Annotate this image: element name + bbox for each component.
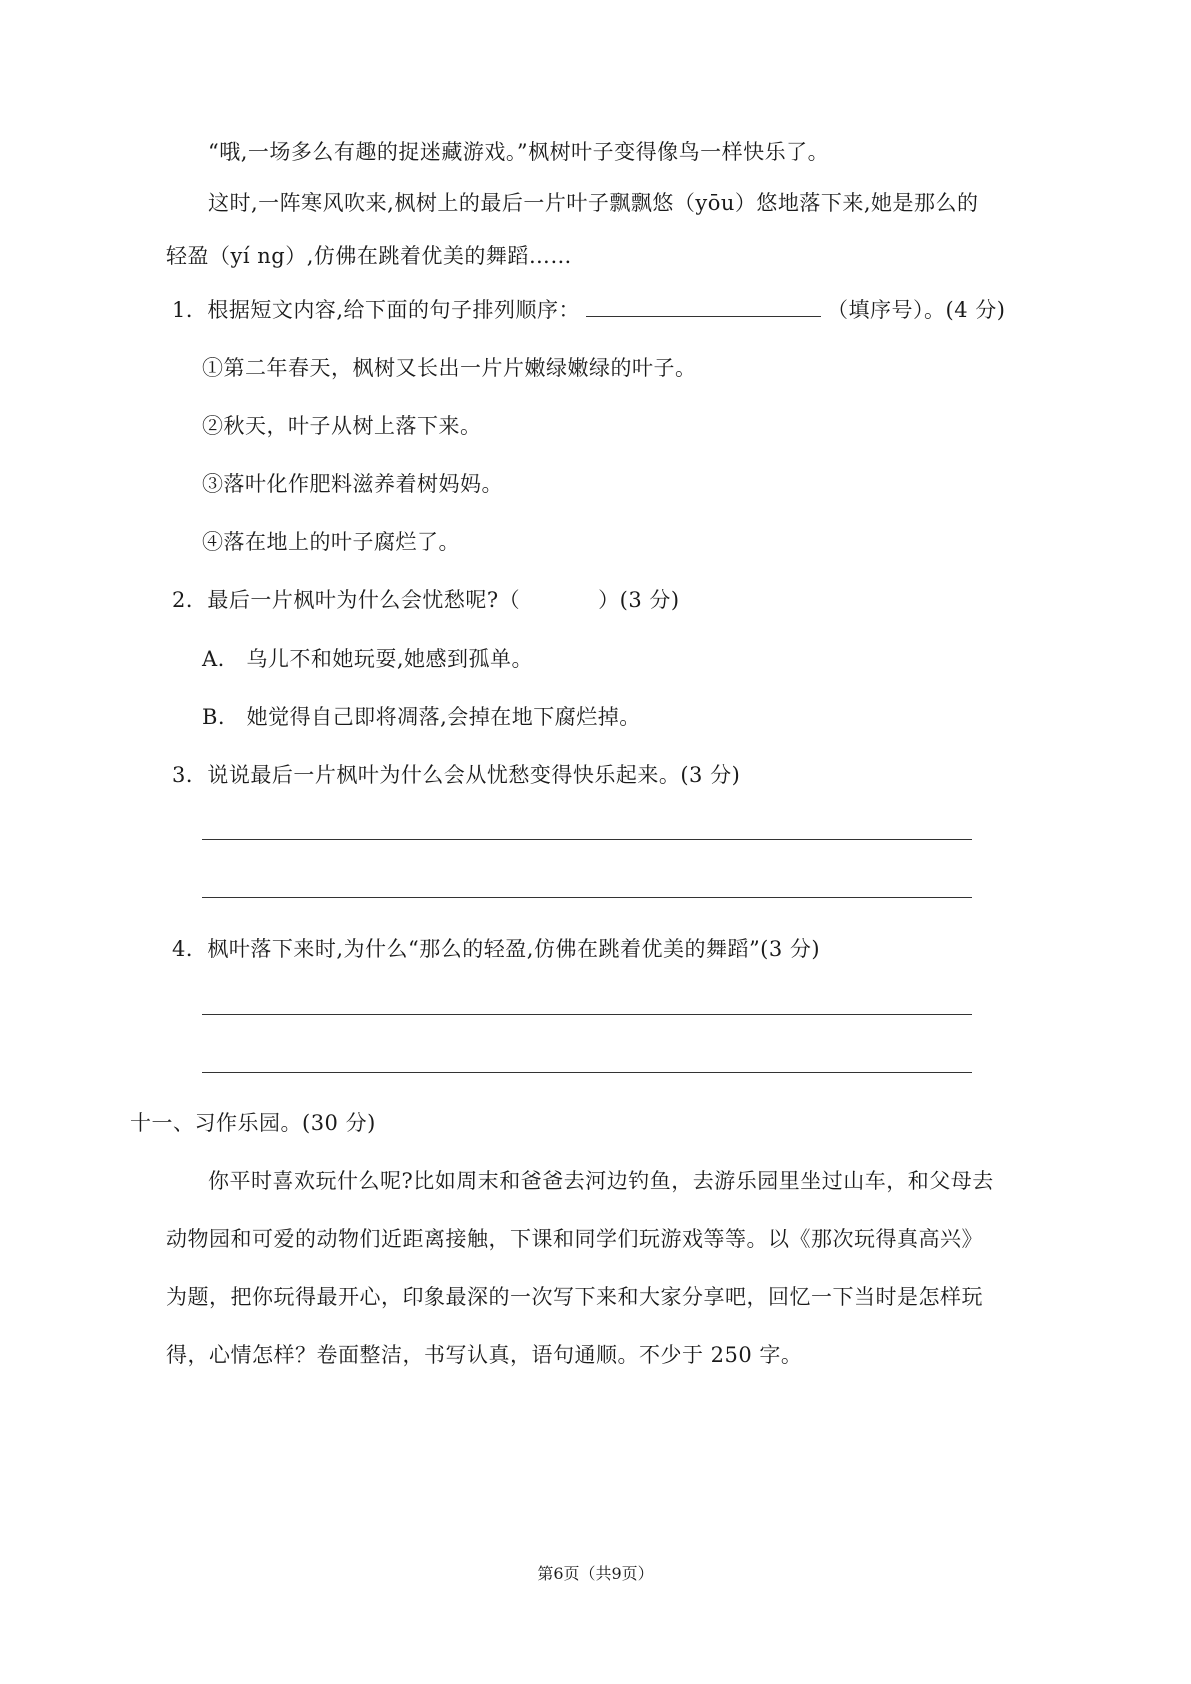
question-3-answer-line-1[interactable] [202,839,972,840]
question-4-prompt: 4．枫叶落下来时,为什么“那么的轻盈,仿佛在跳着优美的舞蹈”(3 分) [172,937,821,961]
question-2-prompt-end: ）(3 分) [598,588,680,612]
passage-paragraph-2-line-1: 这时,一阵寒风吹来,枫树上的最后一片叶子飘飘悠（yōu）悠地落下来,她是那么的 [208,191,979,215]
question-1-item-2: ②秋天，叶子从树上落下来。 [202,414,482,438]
question-2-prompt-start: 2．最后一片枫叶为什么会忧愁呢?（ [172,588,521,612]
question-1-prompt-start: 1．根据短文内容,给下面的句子排列顺序： [172,298,581,322]
question-3-answer-line-2[interactable] [202,897,972,898]
section-11-line-1: 你平时喜欢玩什么呢?比如周末和爸爸去河边钓鱼，去游乐园里坐过山车，和父母去 [208,1169,994,1193]
question-1-answer-blank[interactable] [586,296,821,317]
question-2-option-b: B. 她觉得自己即将凋落,会掉在地下腐烂掉。 [202,705,641,729]
question-1-item-4: ④落在地上的叶子腐烂了。 [202,530,460,554]
question-3-prompt: 3．说说最后一片枫叶为什么会从忧愁变得快乐起来。(3 分) [172,763,741,787]
section-11-line-3: 为题，把你玩得最开心，印象最深的一次写下来和大家分享吧，回忆一下当时是怎样玩 [166,1285,983,1309]
section-11-heading: 十一、习作乐园。(30 分) [130,1111,376,1135]
question-2-option-a: A. 乌儿不和她玩耍,她感到孤单。 [202,647,534,671]
section-11-line-4: 得，心情怎样？卷面整洁，书写认真，语句通顺。不少于 250 字。 [166,1343,803,1367]
section-11-line-2: 动物园和可爱的动物们近距离接触，下课和同学们玩游戏等等。以《那次玩得真高兴》 [166,1227,983,1251]
question-1-prompt-end: （填序号）。(4 分) [827,298,1006,322]
page-number-footer: 第6页（共9页） [537,1564,654,1583]
passage-paragraph-1: “哦,一场多么有趣的捉迷藏游戏。”枫树叶子变得像鸟一样快乐了。 [208,140,830,164]
passage-paragraph-2-line-2: 轻盈（yí ng）,仿佛在跳着优美的舞蹈…… [166,244,572,268]
question-1-item-1: ①第二年春天，枫树又长出一片片嫩绿嫩绿的叶子。 [202,356,697,380]
question-1-prompt [172,295,1005,325]
question-4-answer-line-1[interactable] [202,1014,972,1015]
question-4-answer-line-2[interactable] [202,1072,972,1073]
question-2-prompt [172,585,680,615]
question-1-item-3: ③落叶化作肥料滋养着树妈妈。 [202,472,503,496]
